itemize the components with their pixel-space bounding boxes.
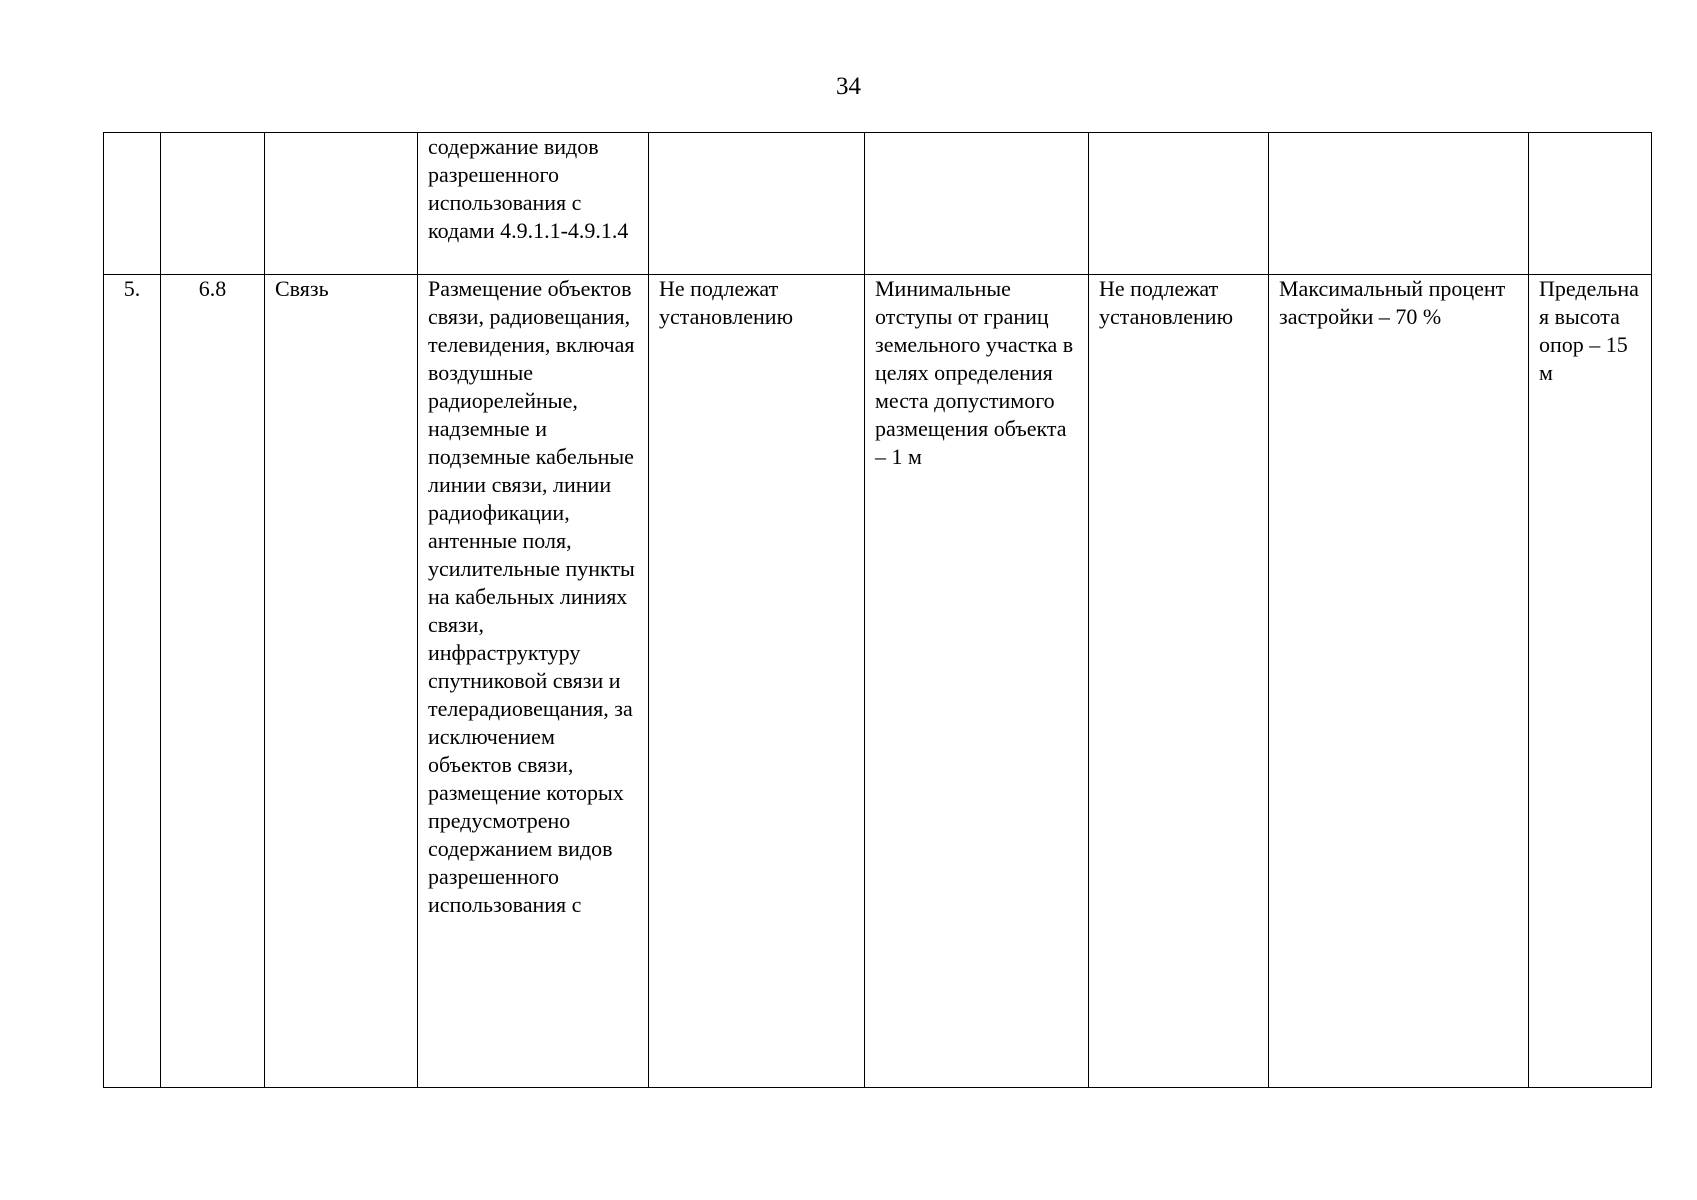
- cell-description: Размещение объектов связи, радиовещания, телевидения, включая воздушные радиорелейные, надземные и подземные кабельные линии связи, линии радиофикации, антенные поля, усилительные пункты на кабельных линиях связи, инфраструктуру спутниковой связи и телерадиовещания, за исключением объектов связи, размещение которых предусмотрено содержанием видов разрешенного использования с: [418, 275, 649, 1088]
- table-row: [104, 275, 1652, 1088]
- cell-number: [104, 133, 161, 275]
- cell-name: [265, 133, 418, 275]
- regulations-table: [103, 132, 1652, 1088]
- cell-setbacks: Минимальные отступы от границ земельного участка в целях определения места допустимого размещения объекта – 1 м: [865, 275, 1089, 1088]
- cell-plot-size: Не подлежат установлению: [649, 275, 865, 1088]
- cell-height: [1529, 133, 1652, 275]
- cell-code: [161, 133, 265, 275]
- cell-plot-size: [649, 133, 865, 275]
- cell-number: 5.: [104, 275, 161, 1088]
- cell-coverage: [1269, 133, 1529, 275]
- page-number: 34: [836, 73, 861, 100]
- cell-floors: [1089, 133, 1269, 275]
- cell-coverage: Максимальный процент застройки – 70 %: [1269, 275, 1529, 1088]
- cell-name: Связь: [265, 275, 418, 1088]
- cell-height: Предельная высота опор – 15 м: [1529, 275, 1652, 1088]
- cell-floors: Не подлежат установлению: [1089, 275, 1269, 1088]
- table-row-continued: [104, 133, 1652, 275]
- cell-description: содержание видов разрешенного использования с кодами 4.9.1.1-4.9.1.4: [418, 133, 649, 275]
- cell-code: 6.8: [161, 275, 265, 1088]
- cell-setbacks: [865, 133, 1089, 275]
